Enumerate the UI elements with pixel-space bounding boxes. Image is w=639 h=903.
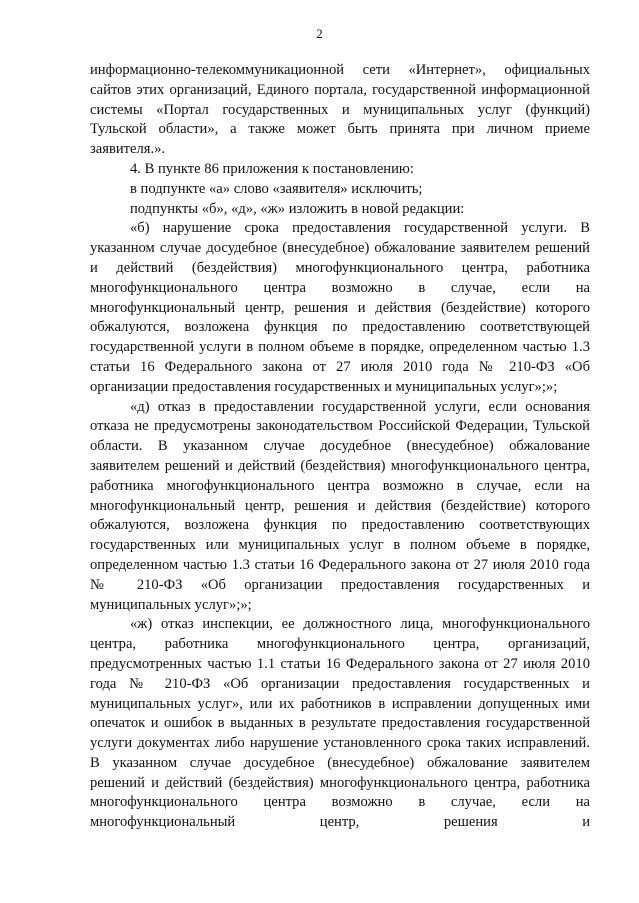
- page-number: 2: [316, 26, 323, 41]
- paragraph-subitem-zh: «ж) отказ инспекции, ее должностного лица, многофункционального центра, работника многофункционального центра, организаций, предусмотренных частью 1.1 статьи 16 Федерального закона от 27 июля 2010 года № 210-ФЗ «Об организации предоставления государственных и муниципальных услуг», или их работников в исправлении допущенных ими опечаток и ошибок в выданных в результате предоставления государственной услуги документах либо нарушение установленного срока таких исправлений. В указанном случае досудебное (внесудебное) обжалование заявителем решений и действий (бездействия) многофункционального центра, работника многофункционального центра возможно в случае, если на многофункциональный центр, решения и: [90, 616, 590, 831]
- paragraph-subitems-intro: подпункты «б», «д», «ж» изложить в новой редакции:: [130, 200, 465, 217]
- paragraph-subitem-d: «д) отказ в предоставлении государственной услуги, если основания отказа не предусмотрены законодательством Российской Федерации, Тульской области. В указанном случае досудебное (внесудебное) обжалование заявителем решений и действий (бездействия) многофункционального центра, работника многофункционального центра возможно в случае, если на многофункциональный центр, решения и действия (бездействие) которого обжалуются, возложена функция по предоставлению соответствующих государственных или муниципальных услуг в полном объеме в порядке, определенном частью 1.3 статьи 16 Федерального закона от 27 июля 2010 года № 210-ФЗ «Об организации предоставления государственных и муниципальных услуг»;»;: [90, 398, 590, 613]
- paragraph-continuation: информационно-телекоммуникационной сети «Интернет», официальных сайтов этих организаций, Единого портала, государственной информационной системы «Портал государственных и муниципальных услуг (функций) Тульской области», а также может быть принята при личном приеме заявителя.».: [90, 62, 590, 158]
- paragraph-item-4: 4. В пункте 86 приложения к постановлению:: [130, 160, 414, 177]
- document-body: [90, 61, 590, 833]
- paragraph-subitem-b: «б) нарушение срока предоставления государственной услуги. В указанном случае досудебное (внесудебное) обжалование заявителем решений и действий (бездействия) многофункционального центра, работника многофункционального центра возможно в случае, если на многофункциональный центр, решения и действия (бездействие) которого обжалуются, возложена функция по предоставлению соответствующей государственной услуги в полном объеме в порядке, определенном частью 1.3 статьи 16 Федерального закона от 27 июля 2010 года № 210-ФЗ «Об организации предоставления государственных и муниципальных услуг»;»;: [90, 220, 590, 395]
- paragraph-subitem-a: в подпункте «а» слово «заявителя» исключить;: [130, 180, 423, 197]
